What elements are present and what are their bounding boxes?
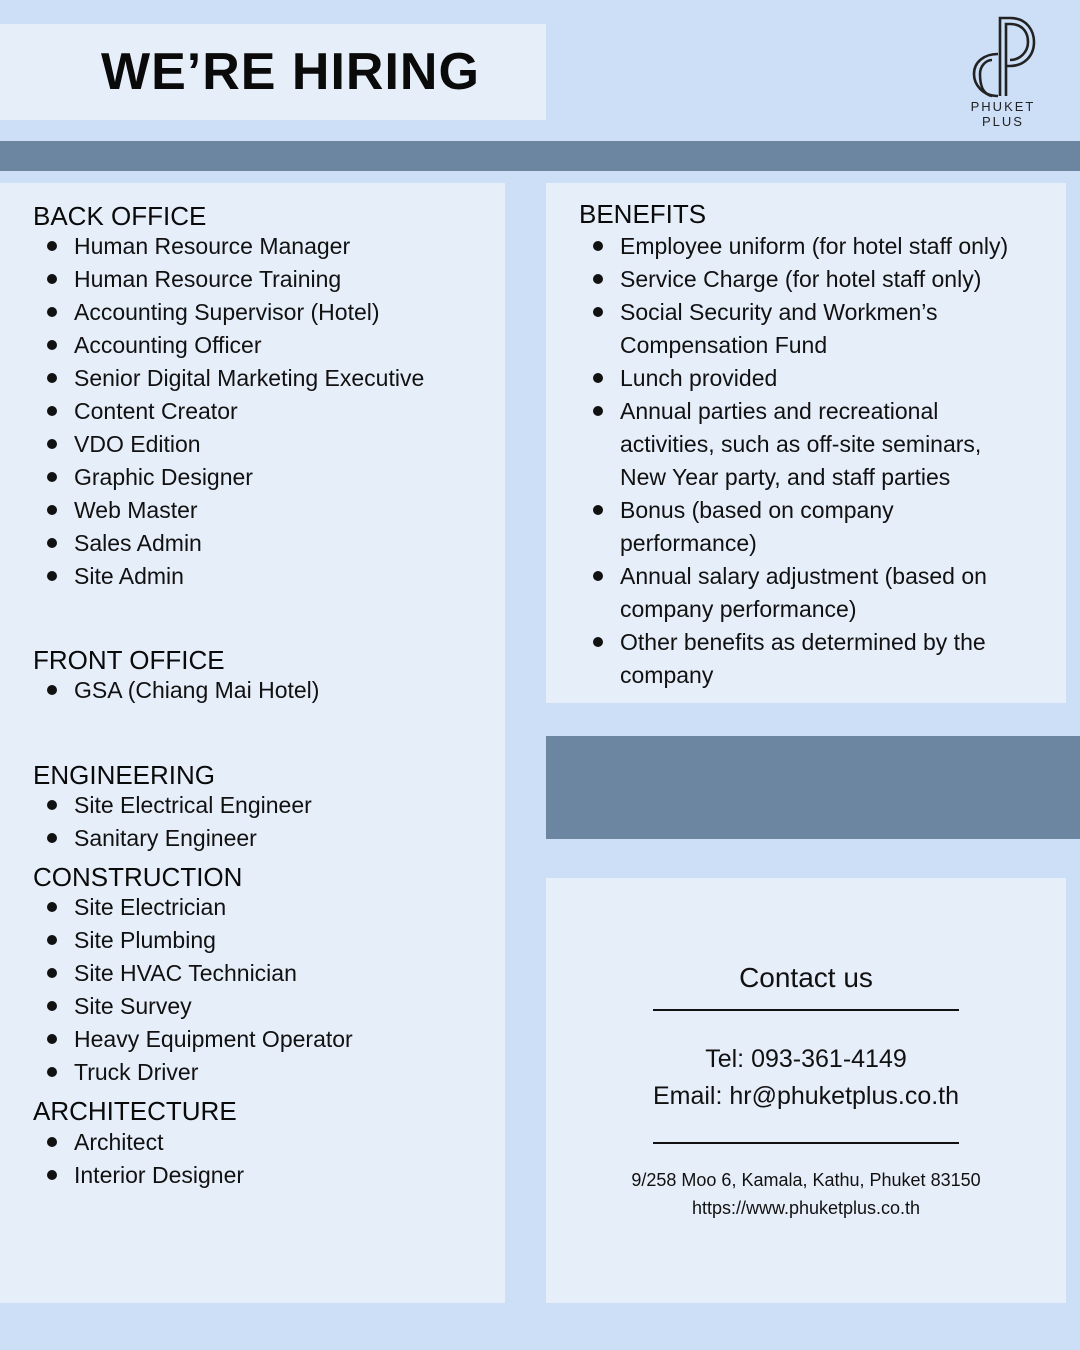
list-item: Interior Designer (33, 1159, 244, 1192)
section-title-architecture: ARCHITECTURE (33, 1096, 237, 1126)
list-item: Employee uniform (for hotel staff only) (579, 230, 1050, 263)
list-item: Sanitary Engineer (33, 822, 312, 855)
front-office-list (33, 674, 319, 707)
list-item: Web Master (33, 494, 424, 527)
list-item: Human Resource Manager (33, 230, 424, 263)
contact-website-link[interactable]: https://www.phuketplus.co.th (691, 1198, 921, 1218)
contact-email[interactable]: Email: hr@phuketplus.co.th (652, 1082, 960, 1110)
list-item: Architect (33, 1126, 244, 1159)
list-item: Annual salary adjustment (based on company performance) (579, 560, 1020, 626)
back-office-list (33, 230, 424, 593)
contact-tel[interactable]: Tel: 093-361-4149 (705, 1045, 907, 1073)
section-title-front-office: FRONT OFFICE (33, 645, 225, 675)
list-item: Site Electrical Engineer (33, 789, 312, 822)
architecture-list (33, 1126, 244, 1192)
contact-title: Contact us (739, 962, 873, 993)
list-item: Human Resource Training (33, 263, 424, 296)
list-item: Service Charge (for hotel staff only) (579, 263, 1050, 296)
section-title-back-office: BACK OFFICE (33, 201, 207, 231)
list-item: Senior Digital Marketing Executive (33, 362, 424, 395)
section-title-engineering: ENGINEERING (33, 760, 216, 790)
list-item: Bonus (based on company performance) (579, 494, 940, 560)
section-title-construction: CONSTRUCTION (33, 862, 243, 892)
list-item: Accounting Officer (33, 329, 424, 362)
list-item: Other benefits as determined by the company (579, 626, 1020, 692)
list-item: Heavy Equipment Operator (33, 1023, 353, 1056)
contact-divider-bottom (653, 1142, 959, 1144)
list-item: VDO Edition (33, 428, 424, 461)
list-item: Accounting Supervisor (Hotel) (33, 296, 424, 329)
page-title: WE’RE HIRING (101, 43, 480, 101)
list-item: Lunch provided (579, 362, 1050, 395)
list-item: Site HVAC Technician (33, 957, 353, 990)
list-item: Graphic Designer (33, 461, 424, 494)
positions-panel (0, 183, 505, 1303)
benefits-panel (546, 183, 1066, 703)
contact-address: 9/258 Moo 6, Kamala, Kathu, Phuket 83150 (631, 1170, 981, 1190)
list-item: Site Admin (33, 560, 424, 593)
logo-text-line1: PHUKET (970, 99, 1036, 114)
logo-text-line2: PLUS (982, 114, 1024, 129)
engineering-list (33, 789, 312, 855)
top-divider-bar (0, 141, 1080, 171)
section-title-benefits: BENEFITS (579, 199, 707, 229)
list-item: Social Security and Workmen’s Compensation Fund (579, 296, 980, 362)
list-item: Site Electrician (33, 891, 353, 924)
list-item: Site Survey (33, 990, 353, 1023)
benefits-list (579, 230, 1050, 692)
list-item: Sales Admin (33, 527, 424, 560)
phuket-plus-logo (960, 10, 1046, 132)
list-item: Content Creator (33, 395, 424, 428)
list-item: Site Plumbing (33, 924, 353, 957)
contact-panel (546, 878, 1066, 1303)
middle-divider-bar (546, 736, 1080, 839)
contact-divider-top (653, 1009, 959, 1011)
list-item: Annual parties and recreational activities, such as off-site seminars, New Year party, and staff parties (579, 395, 1020, 494)
construction-list (33, 891, 353, 1089)
list-item: Truck Driver (33, 1056, 353, 1089)
list-item: GSA (Chiang Mai Hotel) (33, 674, 319, 707)
logo-mark-icon (970, 10, 1036, 98)
